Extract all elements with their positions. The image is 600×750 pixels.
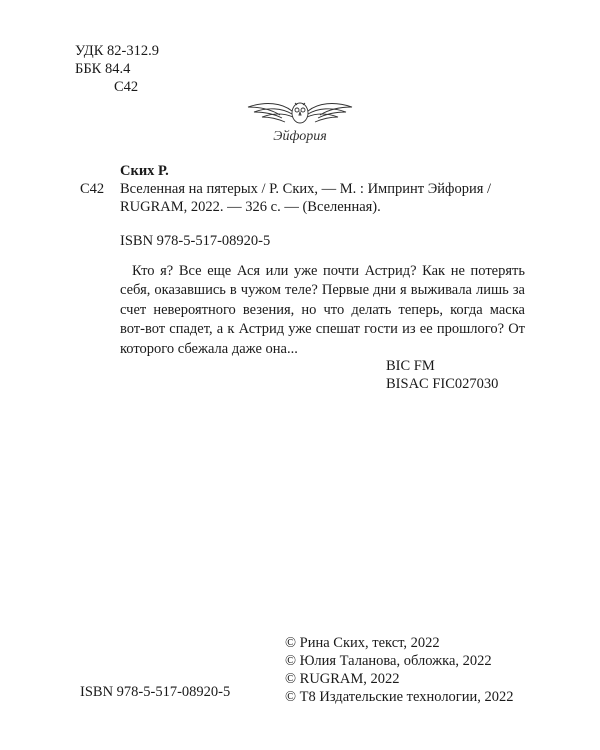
bisac-code: BISAC FIC027030 bbox=[386, 376, 499, 392]
author-code: С42 bbox=[114, 79, 139, 95]
copyright-line: © Юлия Таланова, обложка, 2022 bbox=[285, 653, 492, 669]
copyright-line: © Рина Ских, текст, 2022 bbox=[285, 635, 440, 651]
bic-code: BIC FM bbox=[386, 358, 435, 374]
copyright-block bbox=[285, 634, 514, 706]
record-author-code: С42 bbox=[80, 181, 105, 197]
bbk-code: ББК 84.4 bbox=[75, 61, 131, 77]
isbn-record: ISBN 978-5-517-08920-5 bbox=[120, 233, 271, 249]
author-name: Ских Р. bbox=[120, 163, 169, 179]
copyright-line: © Т8 Издательские технологии, 2022 bbox=[285, 689, 514, 705]
logo-text: Эйфория bbox=[273, 129, 327, 144]
isbn-footer: ISBN 978-5-517-08920-5 bbox=[80, 684, 231, 700]
publisher-logo bbox=[240, 95, 360, 149]
copyright-line: © RUGRAM, 2022 bbox=[285, 671, 400, 687]
bibliographic-line-1: Вселенная на пятерых / Р. Ских, — М. : Импринт Эйфория / bbox=[120, 181, 492, 197]
annotation-paragraph: Кто я? Все еще Ася или уже почти Астрид? Как не потерять себя, оказавшись в чужом теле? Первые дни я выживала лишь за счет невероятного везения, но что делать теперь, когда маска вот-вот спадет, а к Астрид уже спешат гости из ее прошлого? От которого сбежала даже она... bbox=[120, 263, 525, 357]
bibliographic-line-2: RUGRAM, 2022. — 326 с. — (Вселенная). bbox=[120, 199, 381, 215]
udk-code: УДК 82-312.9 bbox=[75, 43, 159, 59]
